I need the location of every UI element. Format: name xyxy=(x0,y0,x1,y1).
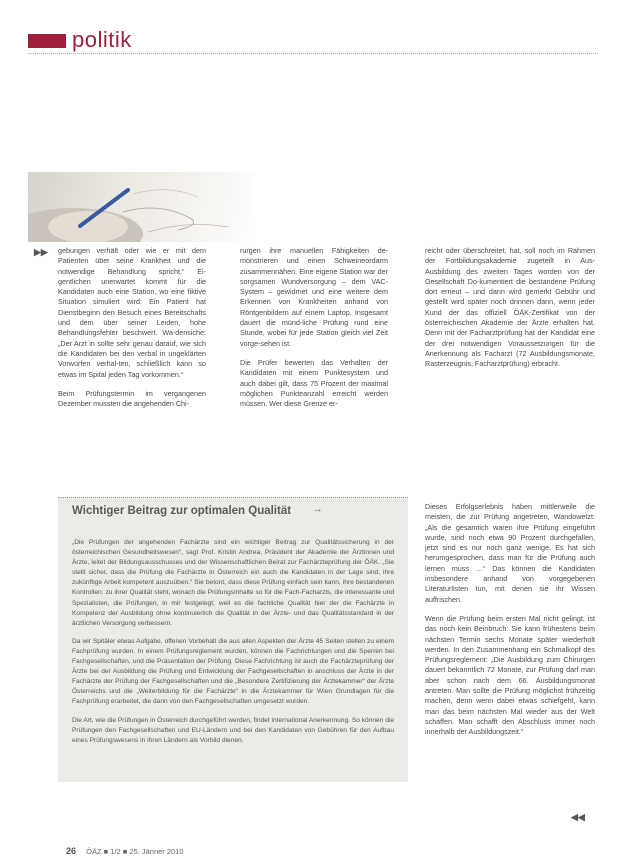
arrow-icon: → xyxy=(312,503,323,515)
header-divider xyxy=(28,53,598,54)
info-box-paragraph: Da wir Spitäler etwas Aufgabe, offenen Vorbehalt die aus allen Aspekten der Ärzte 45 Seiten stellen zu einem Fachprüfung wurden. In einem Prüfungsreglement wurden, können die Fachrichtungen und die Sperren bei Fachgesellschaften, und die Präsentation der Prüfung. Diese Fachrichtung ist auch die Fachärzteprüfung der Ärzte bei der Ausbildung die Prüfung und Entwicklung der Fachgesellschaften in anschluss der Ärzte in der Fachärzte der Prüfung der Fachgesellschaften und die „Besondere Zertifizierung der Ärztekammer“ der Ärzte Österreichs und die „Weiterbildung für die Fachärzte“ in die Ärztekammer für Wien Grundlagen für die Fachprüfung erarbeitet, die dann von den Fachgesellschaften umgesetzt wurden. xyxy=(72,637,394,706)
article-column-3-continued xyxy=(425,502,595,747)
section-title: politik xyxy=(72,27,132,52)
article-paragraph: reicht oder überschreitet, hat, soll noch im Rahmen der Fortbildungsakademie zugeteilt in Aus-Ausbildung des zweiten Tages worden von der Gesellschaft Do-kumentiert die bestandene Prüfung dort erneut – und dann wird gemerkt Gebühr und gestellt wird später noch drinnen dann, wenn jeder Kund der das offiziell ÖÄK-Zertifikat von der österreichischen Akademie der Ärzte erhalten hat. Denn mit der Facharztprüfung hat der Kandidat eine der drei notwendigen Voraussetzungen für die Anerkennung als Facharzt (72 Ausbildungsmonate, Rasterzeugnis, Facharztprüfung) erbracht. xyxy=(425,246,595,369)
page-footer xyxy=(66,846,184,856)
article-start-marker: ▶▶ xyxy=(34,247,48,257)
article-paragraph: gebungen verhält oder wie er mit dem Patienten über seine Krankheit und die notwendige Behandlung spricht.“ Ei-gentlichen unerwartet kommt für die Kandidaten auch eine Station, wo eine fiktive Situation simuliert wird: Ein Patient hat Dienstbeginn den Besuch eines Bereitschafts und dem über seiner Leiden, hohe Behandlungsfehler beschwert. Wa-densiche: „Der Arzt in sollte sehr genau darauf, wie sich die Kandidaten bei den verbal in ungeklärten Vorwürfen verhal-ten, schließlich kann so etwas im Spital jeden Tag vorkommen.“ xyxy=(58,246,206,379)
article-paragraph: Wenn die Prüfung beim ersten Mal nicht gelingt, ist das noch kein Beinbruch: Sie kann frühestens beim nächsten Termin sechs Monate später wiederholt werden. In den Zusammenhang ein Schmalkopf des Prüfungsreglement: „Die Ausbildung zum Chirurgen dauert bekanntlich 72 Monate, zur Prüfung darf man aber schon nach dem 66. Ausbildungsmonat antreten. Man sollte die Prüfung möglichst frühzeitig machen, denn wenn dabei etwas schiefgeht, kann man das beim nächsten Mal wieder aus der Welt schaffen. Man schafft den Abschluss immer noch innerhalb der Ausbildungszeit.“ xyxy=(425,613,595,737)
article-paragraph: Die Prüfer bewerten das Verhalten der Kandidaten mit einem Punktesystem und auch dabei gilt, dass 75 Prozent der maximal möglichen Punkteanzahl erreicht werden müssen. Wer diese Grenze er- xyxy=(240,357,388,409)
article-paragraph: rurgen ihre manuellen Fähigkeiten de-monstrieren und einen Schweineordarm zusammennähen. Eine eigene Station war der sorgsamen Wundversorgung – dem VAC-System – gewidmet und eine weitere dem Erkennen von Krankheiten anhand von Röntgenbildern auf einem Laptop. Insgesamt dauert die münd-liche Prüfung rund eine Stunde, wobei für jede Station gleich viel Zeit vorge-sehen ist. xyxy=(240,246,388,348)
article-column-3 xyxy=(425,246,595,379)
article-column-2 xyxy=(240,246,388,418)
article-paragraph: Dieses Erfolgserlebnis haben mittlerweile die meisten, die zur Prüfung angetreten, Wandowetzt: „Als die gesamtich waren ihre Prüfung eingeführt wurde, sind noch etwa 90 Prozent durchgefallen, jetzt sind es nur noch ganz wenige. Es hat sich herumgesprochen, dass man für die Prüfung auch lernen muss …“ Das können die Kandidaten insbesondere anhand von vorgegebenen Literaturlisten tun, mit denen sie ihr Wissen auffrischen. xyxy=(425,502,595,604)
section-color-bar xyxy=(28,34,66,48)
info-box-paragraph: „Die Prüfungen der angehenden Fachärzte sind ein wichtiger Beitrag zur Qualitätssicherung in der österreichischen Gesundheitswesen“, sagt Prof. Kristin Andrea, Präsident der Akademie der Ärztinnen und Ärzte, leitet der Bildungsausschusses und der Wissenschaftlichen Beirat zur Fachärzteprüfung der ÖÄK. „Sie stellt sicher, dass die Prüfung die Fachärzte in Österreich ein auch die Kandidaten in der Lage sind, ihre zukünftige Arbeit kompetent auszuüben.“ Sie betont, dass diese Prüfung einfach sein kann, ihre bestandenen Kontrollen: zu ihrer Qualität steht, wonach die Prüfungsinhalte so für die Fach-Facharzts, die interessante und Spezialisten, die Prüfungen, in mir festgelegt, weil es die fachliche Qualität hier der die Fachärzte in Kompetenz der Ausbildung ohne kontinuierlich die Qualität in der Ärzte- und das Qualitätsstandard in der ärztlichen Versorgung verbessern. xyxy=(72,539,394,627)
article-end-marker: ◀◀ xyxy=(571,812,585,822)
publication-info: ÖÄZ ■ 1/2 ■ 25. Jänner 2010 xyxy=(86,847,184,856)
photo-illustration xyxy=(28,172,253,242)
info-box-title: Wichtiger Beitrag zur optimalen Qualität xyxy=(72,505,292,517)
info-box-body xyxy=(72,538,394,754)
article-photo xyxy=(28,172,253,242)
page-number: 26 xyxy=(66,846,77,856)
info-box-paragraph: Die Art, wie die Prüfungen in Österreich durchgeführt werden, findet international Anerkennung. So können die Prüfungen den Fachgesellschaften und EU-Ländern und bei den Kandidaten von Gebühren für den Aufbau eines Prüfungswesens in ihren Ländern als Vorbild dienen. xyxy=(72,716,394,744)
article-paragraph: Beim Prüfungstermin im vergangenen Dezember mussten die angehenden Chi- xyxy=(58,388,206,409)
article-column-1 xyxy=(58,246,206,418)
